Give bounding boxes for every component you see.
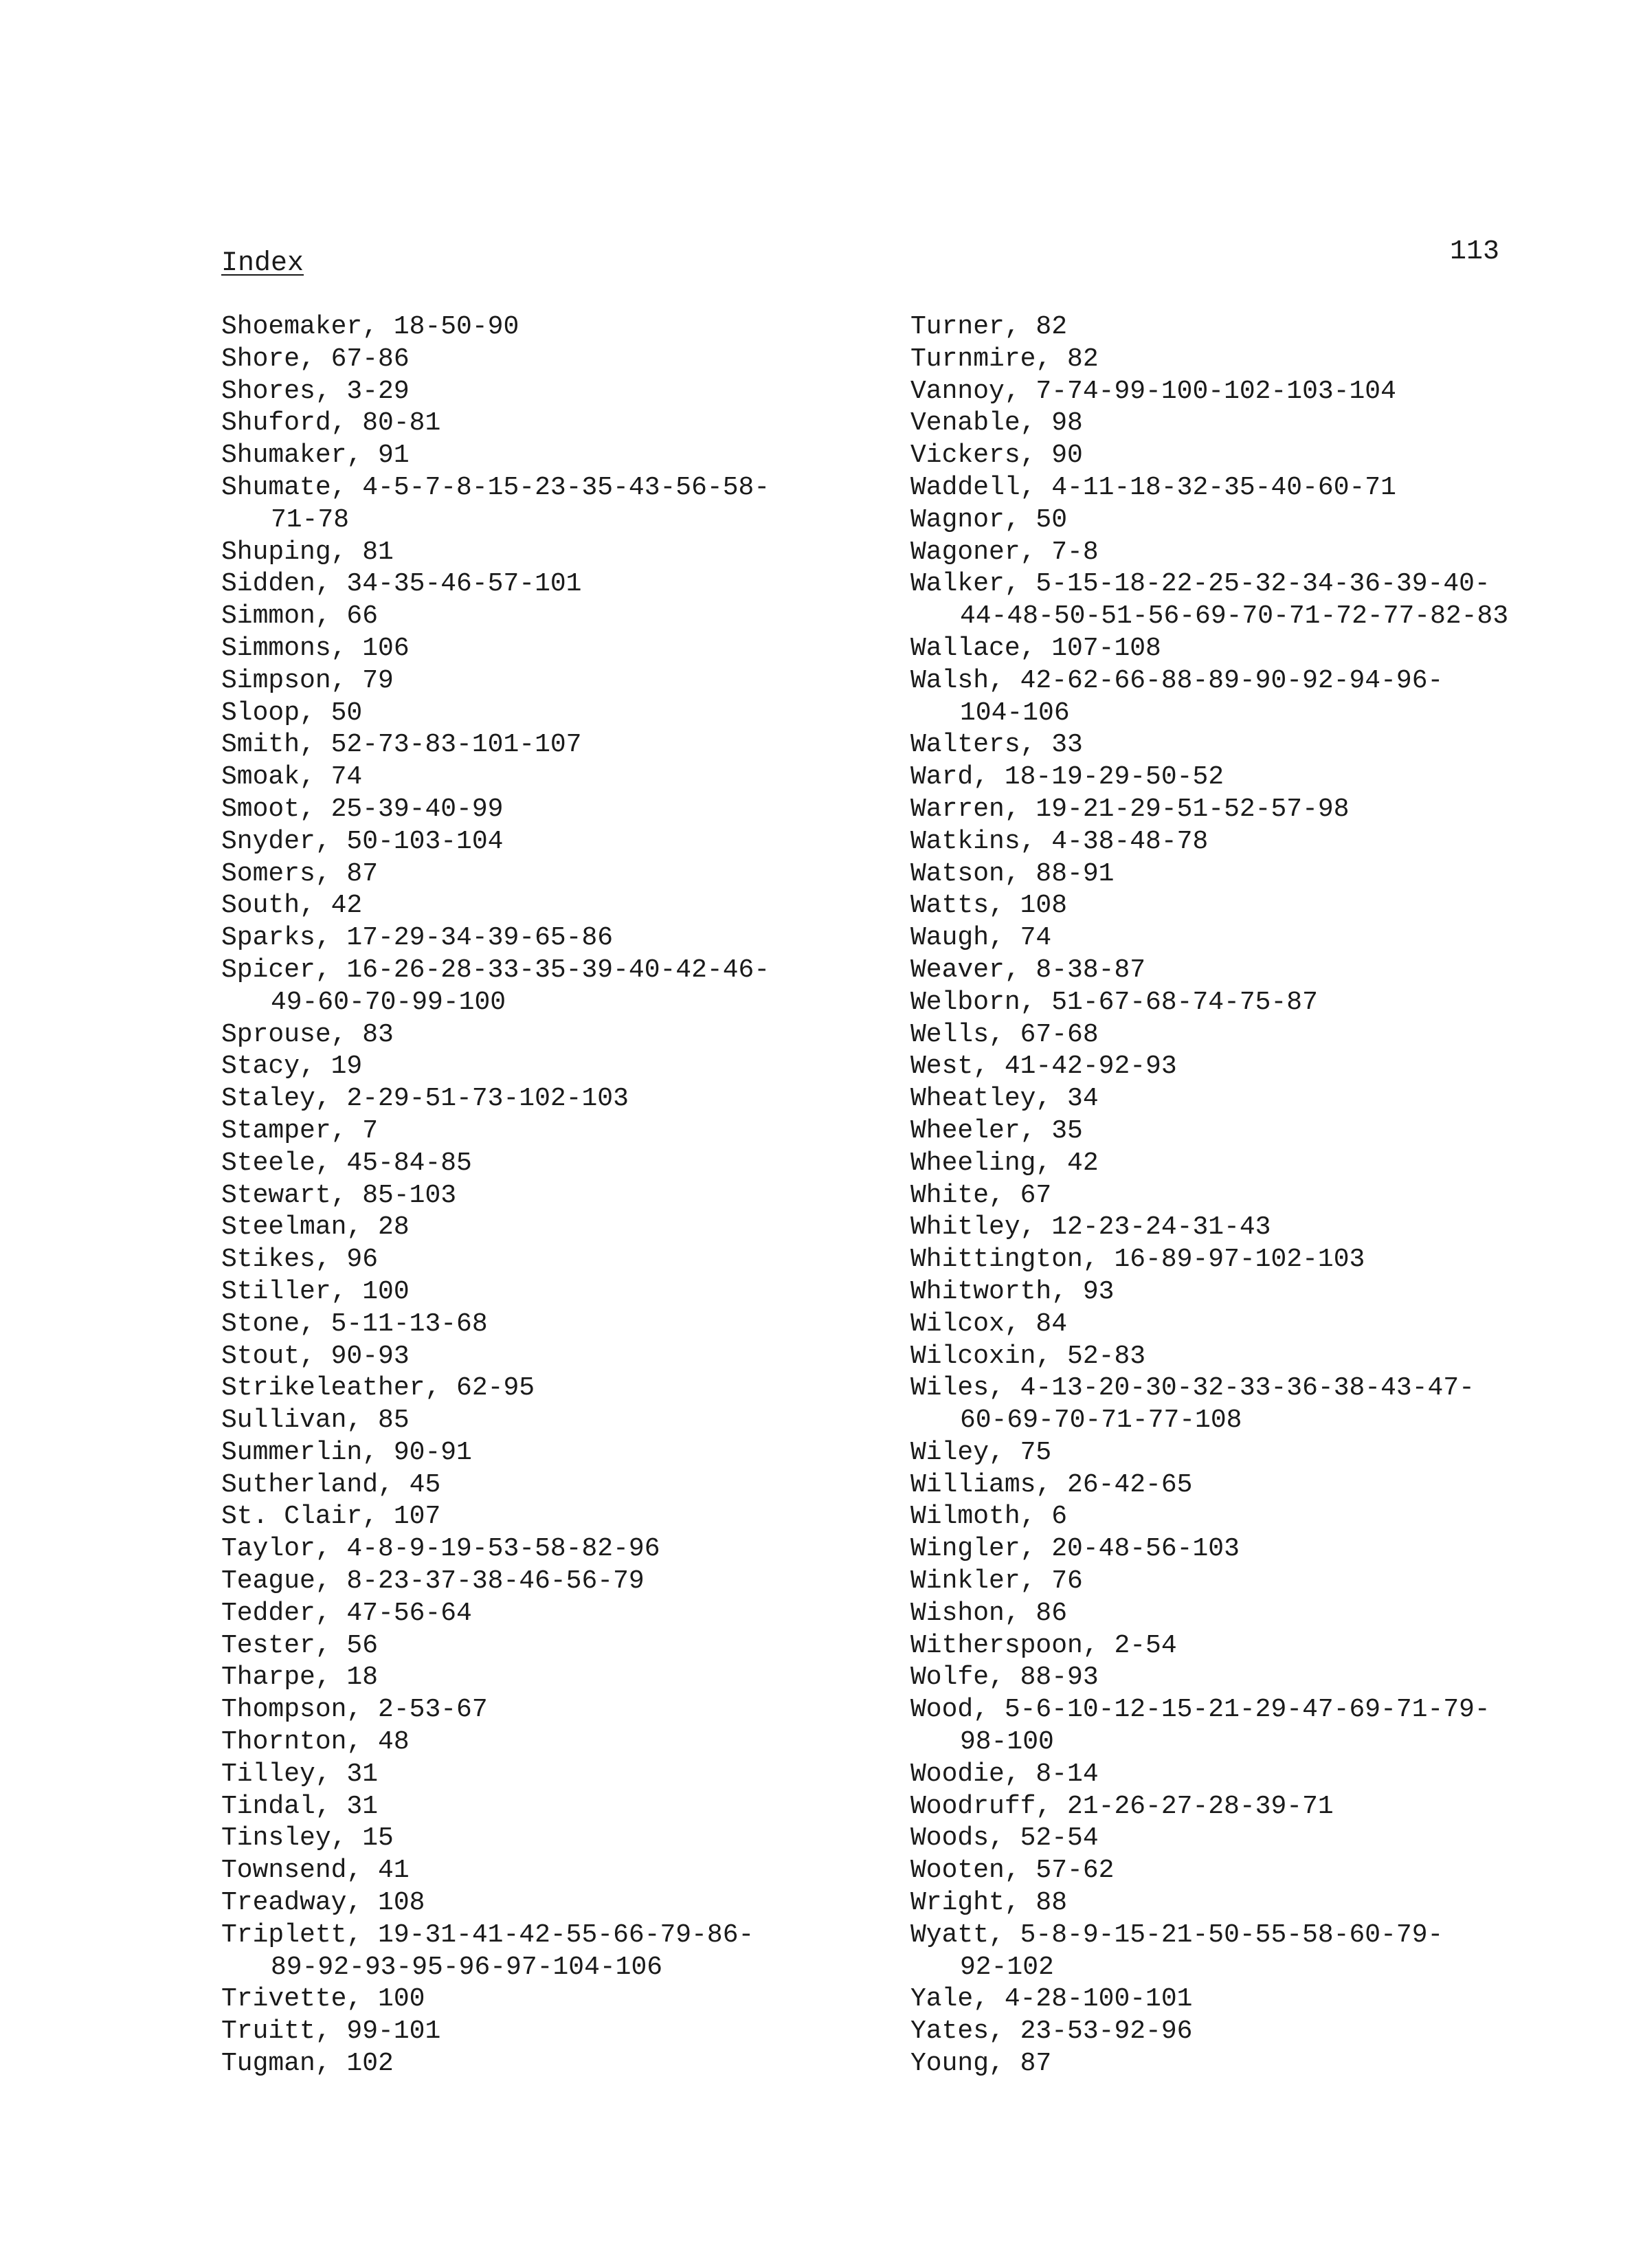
index-entry	[221, 729, 908, 761]
index-entry-text: Witherspoon, 2-54	[910, 1630, 1177, 1660]
index-entry	[910, 1759, 1598, 1791]
index-entry-text: Somers, 87	[221, 858, 379, 889]
index-entry-text: Walker, 5-15-18-22-25-32-34-36-39-40- 44-48-50-51-56-69-70-71-72-77-82-83	[910, 569, 1509, 632]
index-entry	[221, 344, 908, 376]
index-entry-text: Tilley, 31	[221, 1759, 379, 1789]
index-entry-text: Tester, 56	[221, 1630, 379, 1660]
index-entry-text: Welborn, 51-67-68-74-75-87	[910, 987, 1318, 1017]
index-entry	[910, 1212, 1598, 1244]
index-entry-text: Tinsley, 15	[221, 1823, 394, 1854]
index-entry-text: Snyder, 50-103-104	[221, 826, 504, 856]
index-entry	[221, 1791, 908, 1823]
index-entry	[221, 1276, 908, 1309]
index-entry-text: Wood, 5-6-10-12-15-21-29-47-69-71-79- 98-100	[910, 1695, 1490, 1757]
index-entry-text: Wilmoth, 6	[910, 1502, 1068, 1532]
index-entry	[221, 1372, 908, 1405]
index-entry	[221, 633, 908, 665]
index-entry	[221, 568, 908, 601]
index-entry-text: Wheatley, 34	[910, 1084, 1099, 1114]
index-entry	[221, 1598, 908, 1630]
index-entry-text: Stamper, 7	[221, 1115, 379, 1146]
index-entry	[221, 826, 908, 858]
index-entry	[221, 1759, 908, 1791]
index-entry	[910, 408, 1598, 440]
index-entry-text: White, 67	[910, 1180, 1052, 1210]
index-entry	[221, 376, 908, 408]
index-entry-text: Wilcox, 84	[910, 1309, 1068, 1339]
index-entry-text: Waddell, 4-11-18-32-35-40-60-71	[910, 472, 1396, 502]
index-entry-text: Watkins, 4-38-48-78	[910, 826, 1209, 856]
index-entry-text: Wooten, 57-62	[910, 1856, 1115, 1886]
index-entry-text: West, 41-42-92-93	[910, 1052, 1177, 1082]
index-entry	[221, 1437, 908, 1469]
index-entry	[221, 858, 908, 891]
index-entry	[221, 1405, 908, 1437]
index-entry	[910, 1566, 1598, 1598]
index-entry-text: Yale, 4-28-100-101	[910, 1984, 1193, 2014]
index-entry-text: Trivette, 100	[221, 1984, 425, 2014]
index-entry	[221, 1726, 908, 1759]
index-entry-text: Ward, 18-19-29-50-52	[910, 762, 1224, 792]
index-entry-text: Watts, 108	[910, 891, 1068, 921]
index-entry	[910, 1469, 1598, 1502]
index-entry	[221, 665, 908, 698]
index-column-right	[910, 311, 1598, 2080]
index-entry	[221, 311, 908, 344]
index-entry	[910, 1180, 1598, 1212]
index-entry	[221, 1148, 908, 1180]
index-entry-text: Thompson, 2-53-67	[221, 1695, 488, 1725]
index-entry-text: Summerlin, 90-91	[221, 1437, 472, 1467]
index-entry-text: Wiley, 75	[910, 1437, 1052, 1467]
index-entry-text: Townsend, 41	[221, 1856, 410, 1886]
index-entry	[221, 1501, 908, 1533]
index-entry	[910, 922, 1598, 955]
index-entry-text: Wagoner, 7-8	[910, 537, 1099, 567]
index-entry-text: Smoak, 74	[221, 762, 363, 792]
index-entry-text: Wallace, 107-108	[910, 633, 1161, 663]
index-entry-text: Whitley, 12-23-24-31-43	[910, 1212, 1271, 1243]
index-entry-text: Simmons, 106	[221, 633, 410, 663]
index-entry-text: Steele, 45-84-85	[221, 1148, 472, 1178]
index-entry-text: Wells, 67-68	[910, 1019, 1099, 1049]
index-entry	[221, 1566, 908, 1598]
index-entry	[910, 1662, 1598, 1694]
index-entry	[910, 633, 1598, 665]
index-entry-text: Tugman, 102	[221, 2049, 394, 2079]
index-entry-text: Young, 87	[910, 2049, 1052, 2079]
page-title: Index	[221, 248, 304, 279]
index-entry	[910, 1341, 1598, 1373]
index-entry-text: Wishon, 86	[910, 1598, 1068, 1628]
index-entry	[221, 794, 908, 826]
index-entry-text: Wheeling, 42	[910, 1148, 1099, 1178]
index-entry	[221, 1309, 908, 1341]
index-entry-text: Smith, 52-73-83-101-107	[221, 730, 582, 760]
index-entry	[910, 568, 1598, 633]
index-entry-text: Strikeleather, 62-95	[221, 1373, 535, 1403]
index-entry	[221, 1887, 908, 1920]
index-entry-text: Wolfe, 88-93	[910, 1663, 1099, 1693]
index-entry	[221, 1469, 908, 1502]
index-entry-text: Wyatt, 5-8-9-15-21-50-55-58-60-79- 92-102	[910, 1920, 1444, 1982]
index-entry-text: St. Clair, 107	[221, 1502, 441, 1532]
index-entry-text: Sidden, 34-35-46-57-101	[221, 569, 582, 599]
index-entry-text: Wheeler, 35	[910, 1115, 1083, 1146]
index-entry-text: Stacy, 19	[221, 1052, 363, 1082]
index-entry-text: Watson, 88-91	[910, 858, 1115, 889]
index-entry	[221, 1920, 908, 1984]
index-entry-text: Stewart, 85-103	[221, 1180, 457, 1210]
index-entry	[910, 2016, 1598, 2048]
index-entry	[221, 1630, 908, 1663]
index-entry-text: Wright, 88	[910, 1888, 1068, 1918]
index-entry	[910, 311, 1598, 344]
page-number: 113	[1450, 236, 1500, 267]
index-entry-text: Winkler, 76	[910, 1566, 1083, 1597]
index-entry	[910, 1983, 1598, 2016]
index-entry-text: Shores, 3-29	[221, 376, 410, 406]
index-entry	[910, 2048, 1598, 2080]
index-entry	[910, 794, 1598, 826]
index-entry-text: Walters, 33	[910, 730, 1083, 760]
index-entry	[910, 504, 1598, 537]
index-entry	[221, 2048, 908, 2080]
index-entry	[910, 1501, 1598, 1533]
index-entry-text: Wilcoxin, 52-83	[910, 1341, 1146, 1371]
index-entry	[221, 1019, 908, 1052]
index-entry	[910, 665, 1598, 730]
index-entry-text: Turner, 82	[910, 312, 1068, 342]
index-entry-text: Woodie, 8-14	[910, 1759, 1099, 1789]
index-entry	[221, 601, 908, 633]
index-entry-text: Stone, 5-11-13-68	[221, 1309, 488, 1339]
index-entry-text: Thornton, 48	[221, 1727, 410, 1757]
index-entry-text: Shoemaker, 18-50-90	[221, 312, 519, 342]
index-entry	[221, 1115, 908, 1148]
index-entry	[221, 1051, 908, 1083]
index-entry	[910, 537, 1598, 569]
index-entry	[221, 1855, 908, 1887]
index-entry-text: Whitworth, 93	[910, 1276, 1115, 1307]
index-entry-text: Wagnor, 50	[910, 504, 1068, 535]
index-entry-text: Simmon, 66	[221, 601, 379, 632]
index-entry	[221, 890, 908, 922]
index-entry	[221, 955, 908, 1019]
index-entry	[221, 922, 908, 955]
index-entry	[910, 1694, 1598, 1759]
index-entry-text: Shuping, 81	[221, 537, 394, 567]
index-entry	[221, 1180, 908, 1212]
index-entry-text: Tharpe, 18	[221, 1663, 379, 1693]
index-entry	[221, 761, 908, 794]
index-entry-text: Staley, 2-29-51-73-102-103	[221, 1084, 629, 1114]
index-entry-text: Steelman, 28	[221, 1212, 410, 1243]
index-entry	[910, 440, 1598, 472]
index-entry-text: Warren, 19-21-29-51-52-57-98	[910, 794, 1350, 824]
index-entry	[221, 440, 908, 472]
index-entry-text: Sutherland, 45	[221, 1469, 441, 1500]
index-entry	[221, 1823, 908, 1855]
index-entry-text: Stiller, 100	[221, 1276, 410, 1307]
index-entry-text: Walsh, 42-62-66-88-89-90-92-94-96- 104-106	[910, 665, 1444, 728]
index-entry-text: Shuford, 80-81	[221, 408, 441, 438]
index-entry	[910, 1598, 1598, 1630]
index-entry-text: Turnmire, 82	[910, 344, 1099, 374]
index-entry	[910, 1791, 1598, 1823]
index-entry	[221, 1533, 908, 1566]
index-entry-text: Williams, 26-42-65	[910, 1469, 1193, 1500]
index-entry-text: Smoot, 25-39-40-99	[221, 794, 504, 824]
index-entry-text: Tedder, 47-56-64	[221, 1598, 472, 1628]
index-entry-text: Sprouse, 83	[221, 1019, 394, 1049]
index-entry-text: Shore, 67-86	[221, 344, 410, 374]
index-entry	[910, 376, 1598, 408]
index-entry	[910, 1372, 1598, 1437]
index-entry-text: Simpson, 79	[221, 665, 394, 696]
index-entry-text: Woodruff, 21-26-27-28-39-71	[910, 1791, 1334, 1821]
index-entry	[910, 1533, 1598, 1566]
index-column-left	[221, 311, 908, 2080]
index-entry-text: Wiles, 4-13-20-30-32-33-36-38-43-47- 60-69-70-71-77-108	[910, 1373, 1475, 1436]
index-entry	[221, 1341, 908, 1373]
index-entry-text: Vickers, 90	[910, 441, 1083, 471]
index-entry	[221, 408, 908, 440]
index-entry-text: Shumate, 4-5-7-8-15-23-35-43-56-58- 71-78	[221, 472, 770, 535]
index-entry-text: Shumaker, 91	[221, 441, 410, 471]
index-entry	[221, 472, 908, 537]
index-entry	[221, 1694, 908, 1726]
index-entry	[910, 761, 1598, 794]
index-entry	[910, 1083, 1598, 1115]
index-entry-text: Woods, 52-54	[910, 1823, 1099, 1854]
index-entry-text: Vannoy, 7-74-99-100-102-103-104	[910, 376, 1396, 406]
index-entry	[910, 1051, 1598, 1083]
index-entry-text: Triplett, 19-31-41-42-55-66-79-86- 89-92-93-95-96-97-104-106	[221, 1920, 754, 1982]
index-entry-text: Waugh, 74	[910, 923, 1052, 953]
index-entry-text: Yates, 23-53-92-96	[910, 2016, 1193, 2047]
index-entry	[221, 1662, 908, 1694]
index-entry	[910, 890, 1598, 922]
index-entry-text: Weaver, 8-38-87	[910, 955, 1146, 985]
index-entry	[221, 2016, 908, 2048]
index-entry	[910, 1244, 1598, 1276]
index-entry	[910, 1148, 1598, 1180]
index-entry	[910, 1920, 1598, 1984]
index-entry-text: Sloop, 50	[221, 698, 363, 728]
index-entry-text: Venable, 98	[910, 408, 1083, 438]
index-entry	[910, 1630, 1598, 1663]
index-entry	[910, 1276, 1598, 1309]
index-entry-text: Sparks, 17-29-34-39-65-86	[221, 923, 614, 953]
index-entry	[221, 537, 908, 569]
index-entry	[910, 987, 1598, 1019]
index-entry	[910, 858, 1598, 891]
index-entry	[910, 1823, 1598, 1855]
index-entry-text: Spicer, 16-26-28-33-35-39-40-42-46- 49-60-70-99-100	[221, 955, 770, 1017]
index-entry	[910, 1115, 1598, 1148]
index-entry-text: South, 42	[221, 891, 363, 921]
index-entry	[221, 1244, 908, 1276]
index-entry	[910, 344, 1598, 376]
index-entry	[910, 1855, 1598, 1887]
index-entry-text: Tindal, 31	[221, 1791, 379, 1821]
index-entry-text: Teague, 8-23-37-38-46-56-79	[221, 1566, 645, 1597]
index-entry-text: Truitt, 99-101	[221, 2016, 441, 2047]
index-entry-text: Stikes, 96	[221, 1245, 379, 1275]
index-entry	[910, 1887, 1598, 1920]
index-entry	[910, 826, 1598, 858]
index-entry-text: Taylor, 4-8-9-19-53-58-82-96	[221, 1534, 660, 1564]
index-entry	[221, 698, 908, 730]
index-entry-text: Stout, 90-93	[221, 1341, 410, 1371]
index-entry	[910, 1309, 1598, 1341]
index-entry-text: Sullivan, 85	[221, 1405, 410, 1436]
index-entry-text: Wingler, 20-48-56-103	[910, 1534, 1240, 1564]
index-entry	[910, 472, 1598, 504]
index-entry	[910, 955, 1598, 987]
index-entry-text: Whittington, 16-89-97-102-103	[910, 1245, 1365, 1275]
index-entry-text: Treadway, 108	[221, 1888, 425, 1918]
index-entry	[910, 729, 1598, 761]
index-entry	[221, 1083, 908, 1115]
index-entry	[221, 1212, 908, 1244]
index-entry	[910, 1019, 1598, 1052]
index-entry	[221, 1983, 908, 2016]
index-entry	[910, 1437, 1598, 1469]
